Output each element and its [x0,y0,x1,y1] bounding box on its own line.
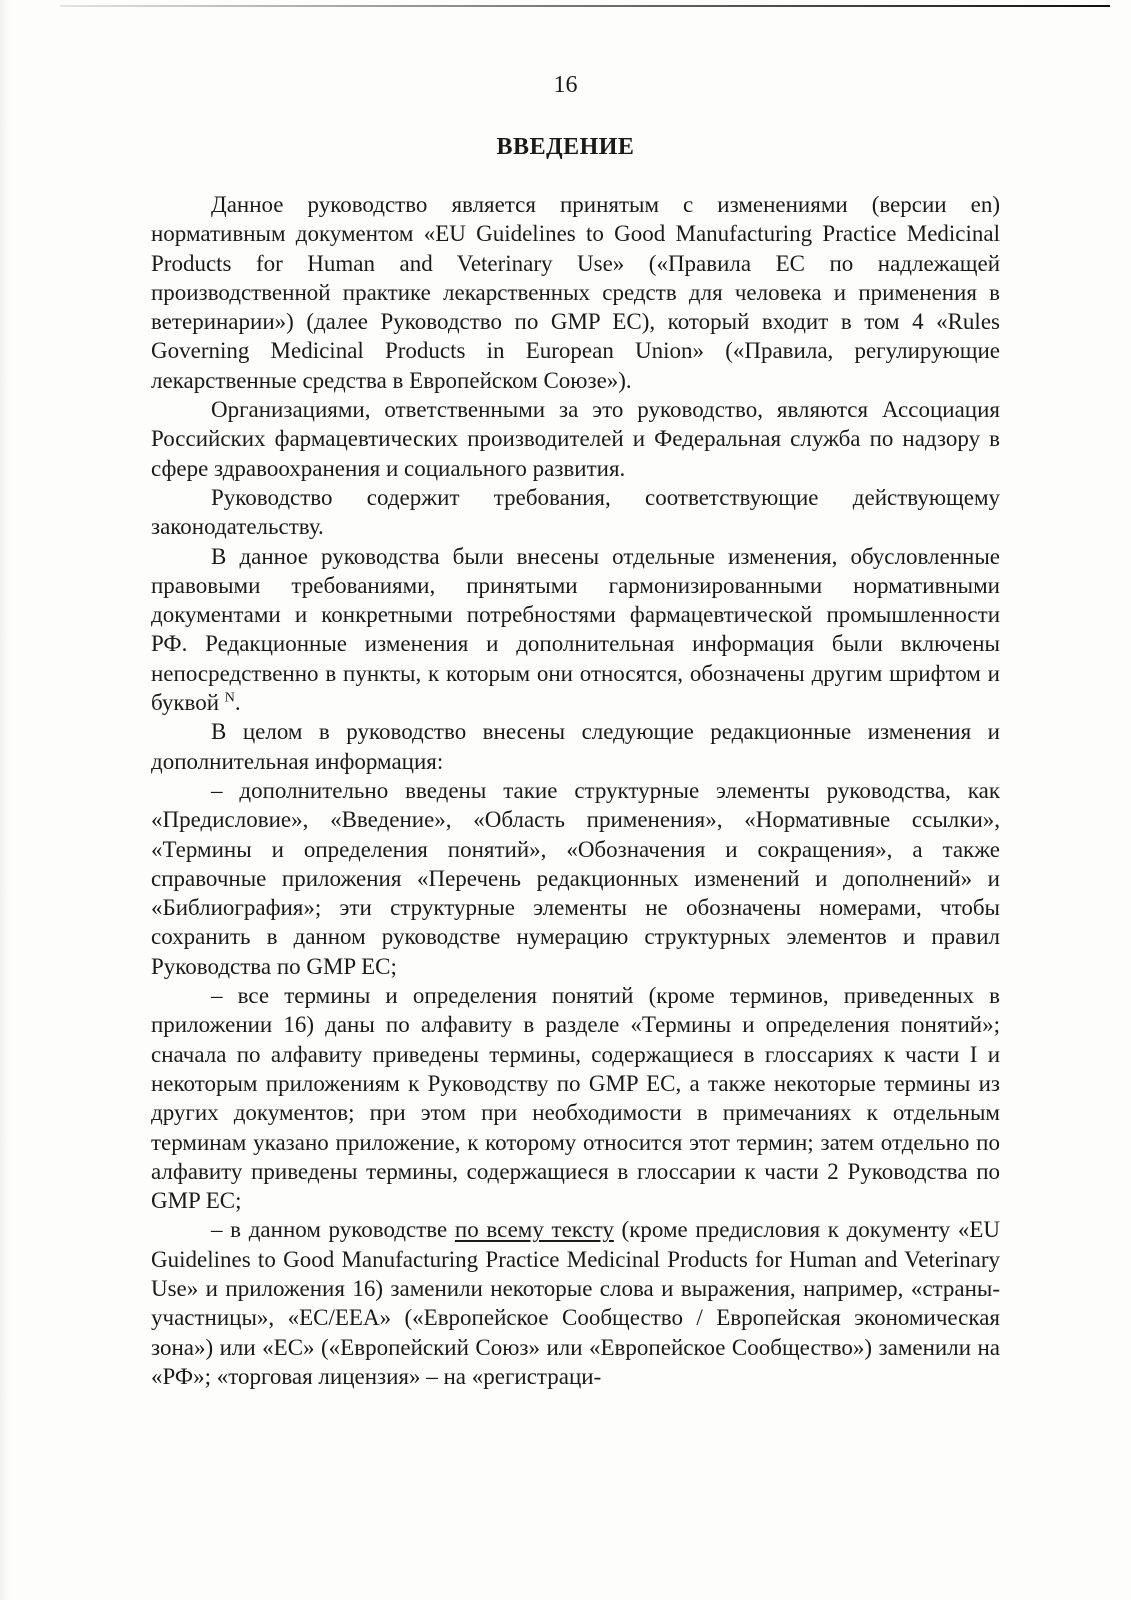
superscript-n-marker: N [224,690,235,706]
paragraph-5: В целом в руководство внесены следующие редакционные изменения и дополнительная информация: [151,719,1000,774]
list-item-replacements [151,1215,1000,1391]
list-item-terms: – все термины и определения понятий (кроме терминов, приведенных в приложении 16) даны по алфавиту в разделе «Термины и определения понятий»; сначала по алфавиту приведены термины, содержащиеся в глоссариях к части I и некоторым приложениям к Руководству по GMP ЕС, а также некоторые термины из других документов; при этом при необходимости в примечаниях к отдельным терминам указано приложение, к которому относится этот термин; затем отдельно по алфавиту приведены термины, содержащиеся в глоссарии к части 2 Руководства по GMP ЕС; [151,983,1000,1214]
paragraph-4 [151,542,1000,718]
paragraph-4-text: В данное руководства были внесены отдельные изменения, обусловленные правовыми требованиями, принятыми гармонизированными нормативными документами и конкретными потребностями фармацевтической промышленности РФ. Редакционные изменения и дополнительная информация были включены непосредственно в пункты, к которым они относятся, обозначены другим шрифтом и буквой [151,543,1000,716]
document-body [151,190,1000,1391]
paragraph-2: Организациями, ответственными за это руководство, являются Ассоциация Российских фармацевтических производителей и Федеральная служба по надзору в сфере здравоохранения и социального развития. [151,397,1000,481]
paragraph-4-end: . [234,690,241,716]
list-item-structural-elements: – дополнительно введены такие структурные элементы руководства, как «Предисловие», «Введение», «Область применения», «Нормативные ссылки», «Термины и определения понятий», «Обозначения и сокращения», а также справочные приложения «Перечень редакционных изменений и дополнений» и «Библиография»; эти структурные элементы не обозначены номерами, чтобы сохранить в данном руководстве нумерацию структурных элементов и правил Руководства по GMP ЕС; [151,777,1000,979]
list-item-replacements-rest: (кроме предисловия к документу «EU Guidelines to Good Manufacturing Practice Medicinal Products for Human and Veterinary Use» и приложения 16) заменили некоторые слова и выражения, например, «страны-участницы», «ЕС/ЕЕА» («Европейское Сообщество / Европейская экономическая зона») или «ЕС» («Европейский Союз» или «Европейское Сообщество») заменили на «РФ»; «торговая лицензия» – на «регистраци- [151,1217,1001,1389]
section-heading: ВВЕДЕНИЕ [496,134,635,160]
list-item-replacements-start: – в данном руководстве [211,1217,455,1243]
paragraph-1: Данное руководство является принятым с изменениями (версии en) нормативным документом «EU Guidelines to Good Manufacturing Practice Medicinal Products for Human and Veterinary Use» («Правила ЕС по надлежащей производственной практике лекарственных средств для человека и применения в ветеринарии») (далее Руководство по GMP ЕС), который входит в том 4 «Rules Governing Medicinal Products in European Union» («Правила, регулирующие лекарственные средства в Европейском Союзе»). [151,192,1000,393]
page-number: 16 [553,72,578,98]
header-rule [60,5,1110,7]
paragraph-3: Руководство содержит требования, соответствующие действующему законодательству. [151,484,1000,540]
scan-edge [0,0,10,1600]
underlined-phrase: по всему тексту [454,1217,614,1243]
